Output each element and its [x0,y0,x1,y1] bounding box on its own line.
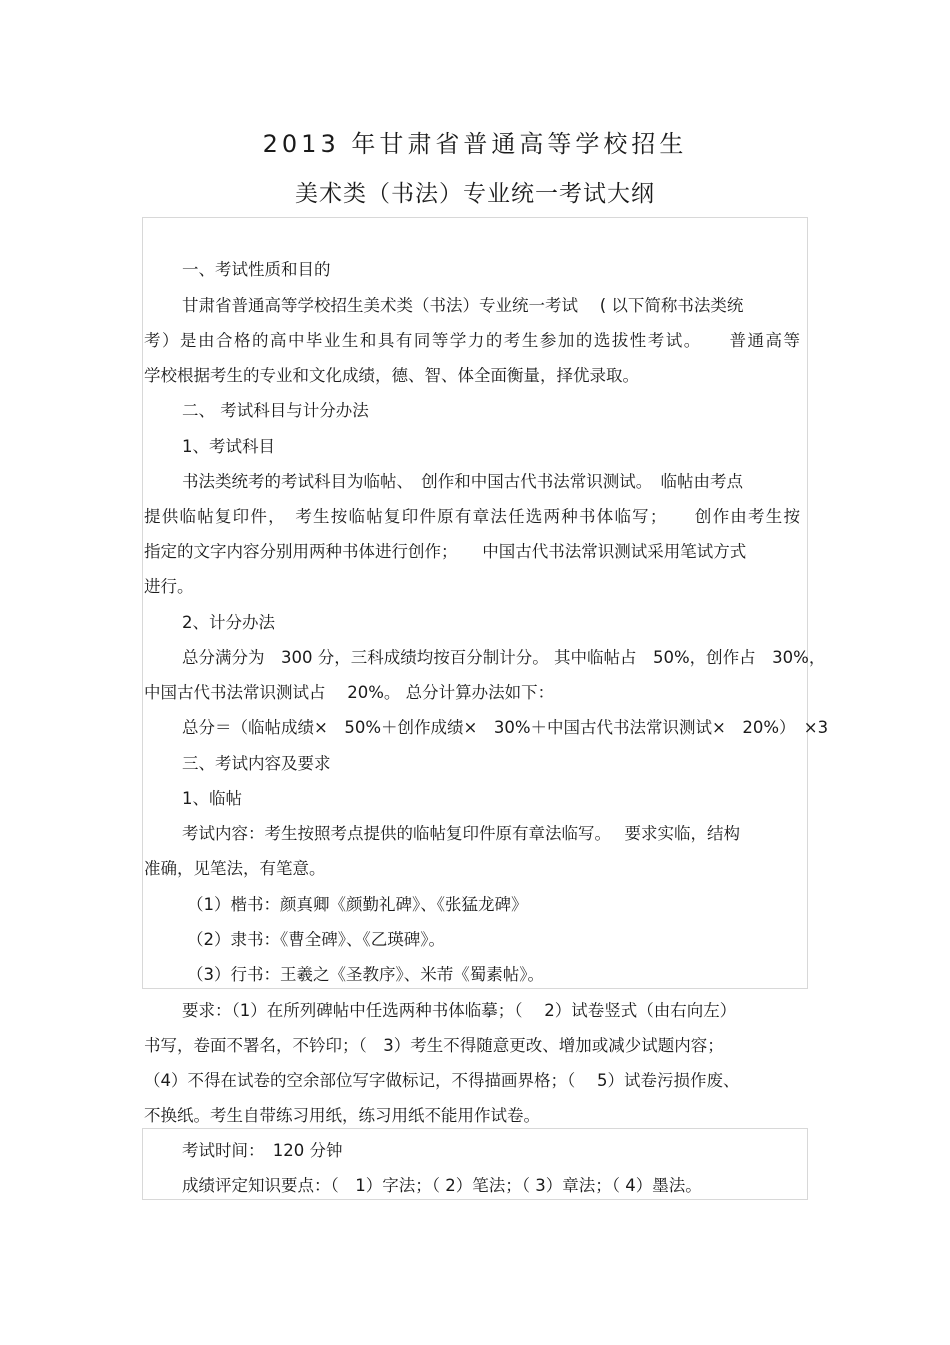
section-heading-nature-purpose: 一、考试性质和目的 [182,260,331,279]
paragraph-line: 考试内容：考生按照考点提供的临帖复印件原有章法临写。 要求实临，结构 [182,824,740,843]
paragraph-line: 进行。 [144,577,194,596]
section-heading-content-requirements: 三、考试内容及要求 [182,754,331,773]
exam-time: 考试时间： 120 分钟 [182,1141,343,1160]
document-title-line-1: 2013 年甘肃省普通高等学校招生 [262,130,688,158]
grading-points: 成绩评定知识要点：（ 1）字法；（ 2）笔法；（ 3）章法；（ 4）墨法。 [182,1176,702,1195]
paragraph-line: 要求：（1）在所列碑帖中任选两种书体临摹；（ 2）试卷竖式（由右向左） [182,1001,737,1020]
document-title-line-2: 美术类（书法）专业统一考试大纲 [295,181,655,207]
subheading-copying: 1、临帖 [182,789,242,808]
paragraph-line: 书法类统考的考试科目为临帖、 创作和中国古代书法常识测试。 临帖由考点 [182,472,743,491]
list-item: （1）楷书：颜真卿《颜勤礼碑》、《张猛龙碑》 [187,895,528,914]
paragraph-line: 书写，卷面不署名，不钤印；（ 3）考生不得随意更改、增加或减少试题内容； [144,1036,724,1055]
section-heading-subjects-scoring: 二、 考试科目与计分办法 [182,401,369,420]
list-item: （2）隶书：《曹全碑》、《乙瑛碑》。 [187,930,445,949]
paragraph-line: 考）是由合格的高中毕业生和具有同等学力的考生参加的选拔性考试。 普通高等 [144,331,800,350]
paragraph-line: 准确，见笔法，有笔意。 [144,859,326,878]
paragraph-line: 学校根据考生的专业和文化成绩，德、智、体全面衡量，择优录取。 [144,366,639,385]
paragraph-line: 指定的文字内容分别用两种书体进行创作； 中国古代书法常识测试采用笔试方式 [144,542,747,561]
paragraph-line: 提供临帖复印件， 考生按临帖复印件原有章法任选两种书体临写； 创作由考生按 [144,507,800,526]
paragraph-line: 总分满分为 300 分，三科成绩均按百分制计分。 其中临帖占 50%，创作占 30%， [182,648,826,667]
paragraph-line: 不换纸。考生自带练习用纸，练习用纸不能用作试卷。 [144,1106,540,1125]
scoring-formula: 总分＝（临帖成绩× 50%＋创作成绩× 30%＋中国古代书法常识测试× 20%） ×3 [182,718,829,737]
paragraph-line: 中国古代书法常识测试占 20%。 总分计算办法如下： [144,683,555,702]
subheading-scoring: 2、计分办法 [182,613,275,632]
list-item: （3）行书：王羲之《圣教序》、米芾《蜀素帖》。 [187,965,544,984]
subheading-subjects: 1、考试科目 [182,437,275,456]
paragraph-line: 甘肃省普通高等学校招生美术类（书法）专业统一考试 ( 以下简称书法类统 [182,296,744,315]
paragraph-line: （4）不得在试卷的空余部位写字做标记，不得描画界格；（ 5）试卷污损作废、 [144,1071,740,1090]
